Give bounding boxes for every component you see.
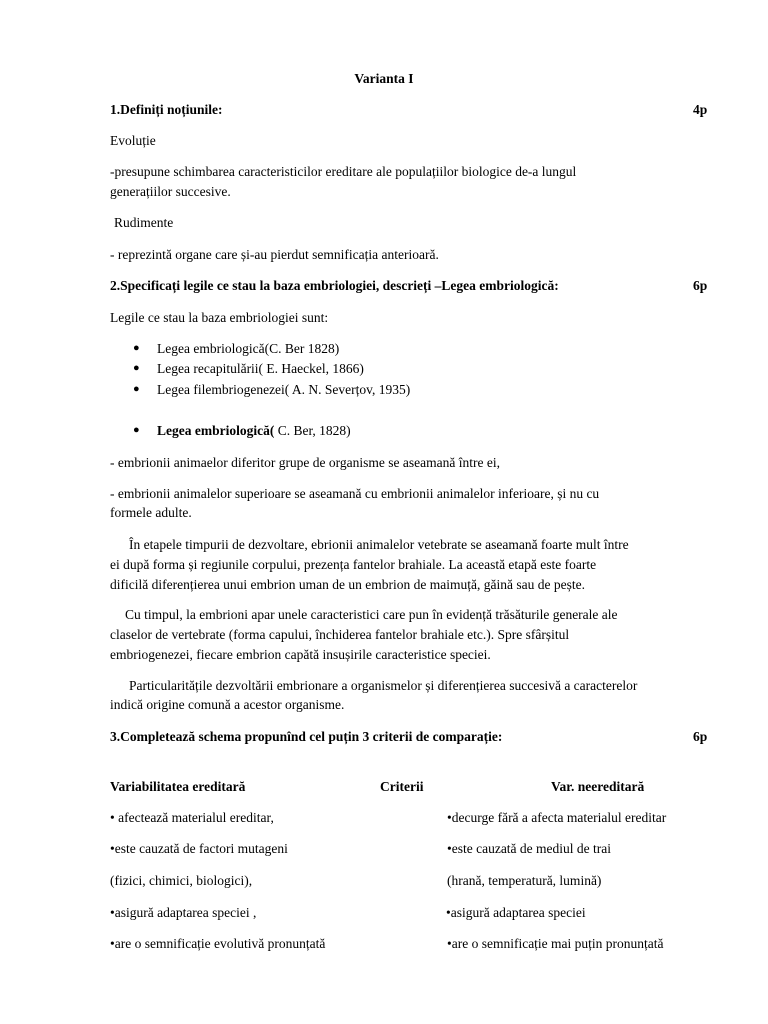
q1-term-evolutie: Evoluție — [110, 133, 156, 148]
law-embriologica-title — [157, 421, 351, 440]
paragraph-2-line2: claselor de vertebrate (forma capului, închiderea fantelor brahiale etc.). Spre sfârșitul — [110, 627, 570, 642]
column-header-criterii: Criterii — [380, 779, 424, 794]
law-title-bold: Legea embriologică( — [157, 423, 275, 438]
paragraph-3-line2: indică origine comună a acestor organisme. — [110, 697, 345, 712]
q1-def-evolutie-line2: generațiilor succesive. — [110, 184, 231, 199]
comparison-right-cell: •decurge fără a afecta materialul ereditar — [447, 810, 667, 825]
q1-def-rudimente: - reprezintă organe care și-au pierdut semnificația anterioară. — [110, 247, 439, 262]
law-item: Legea embriologică(C. Ber 1828) — [157, 341, 340, 356]
bullet-icon: ● — [133, 342, 140, 354]
paragraph-1-line1: În etapele timpurii de dezvoltare, ebrionii animalelor vetebrate se aseamană foarte mult între — [129, 537, 629, 552]
q1-heading: 1.Definiți noțiunile: — [110, 102, 223, 117]
comparison-left-cell: •este cauzată de factori mutageni — [110, 841, 288, 856]
q1-term-rudimente: Rudimente — [114, 215, 174, 230]
q3-points: 6p — [693, 729, 708, 744]
comparison-right-cell: •este cauzată de mediul de trai — [447, 841, 612, 856]
bullet-icon: ● — [133, 383, 140, 395]
comparison-right-cell: •asigură adaptarea speciei — [446, 905, 586, 920]
column-header-ereditara: Variabilitatea ereditară — [110, 779, 246, 794]
bullet-icon: ● — [133, 424, 140, 436]
law-statement-1: - embrionii animaelor diferitor grupe de organisme se aseamană între ei, — [110, 455, 500, 470]
q3-heading: 3.Completează schema propunînd cel puțin 3 criterii de comparație: — [110, 729, 503, 744]
comparison-right-cell: •are o semnificație mai puțin pronunțată — [447, 936, 664, 951]
bullet-icon: ● — [133, 362, 140, 374]
comparison-right-cell: (hrană, temperatură, lumină) — [447, 873, 602, 888]
law-item: Legea filembriogenezei( A. N. Severțov, 1935) — [157, 382, 411, 397]
document-title: Varianta I — [354, 71, 414, 86]
law-item: Legea recapitulării( E. Haeckel, 1866) — [157, 361, 364, 376]
q1-def-evolutie-line1: -presupune schimbarea caracteristicilor ereditare ale populațiilor biologice de-a lungul — [110, 164, 577, 179]
q2-points: 6p — [693, 278, 708, 293]
law-statement-2a: - embrionii animalelor superioare se aseamană cu embrionii animalelor inferioare, și nu cu — [110, 486, 600, 501]
law-statement-2b: formele adulte. — [110, 505, 192, 520]
paragraph-1-line3: dificilă diferențierea unui embrion uman de un embrion de maimuță, găină sau de pește. — [110, 577, 585, 592]
law-title-rest: C. Ber, 1828) — [274, 423, 351, 438]
paragraph-2-line1: Cu timpul, la embrioni apar unele caracteristici care pun în evidență trăsăturile generale ale — [125, 607, 618, 622]
comparison-left-cell: •asigură adaptarea speciei , — [110, 905, 257, 920]
column-header-neereditara: Var. neereditară — [551, 779, 645, 794]
comparison-left-cell: (fizici, chimici, biologici), — [110, 873, 253, 888]
comparison-left-cell: •are o semnificație evolutivă pronunțată — [110, 936, 326, 951]
comparison-left-cell: • afectează materialul ereditar, — [110, 810, 274, 825]
paragraph-1-line2: ei după forma și regiunile corpului, prezența fantelor brahiale. La această etapă este foarte — [110, 557, 597, 572]
q1-points: 4p — [693, 102, 708, 117]
q2-heading: 2.Specificați legile ce stau la baza embriologiei, descrieți –Legea embriologică: — [110, 278, 559, 293]
paragraph-2-line3: embriogenezei, fiecare embrion capătă insușirile caracteristice speciei. — [110, 647, 491, 662]
q2-intro: Legile ce stau la baza embriologiei sunt: — [110, 310, 329, 325]
paragraph-3-line1: Particularitățile dezvoltării embrionare a organismelor și diferențierea succesivă a caracterelor — [129, 678, 638, 693]
